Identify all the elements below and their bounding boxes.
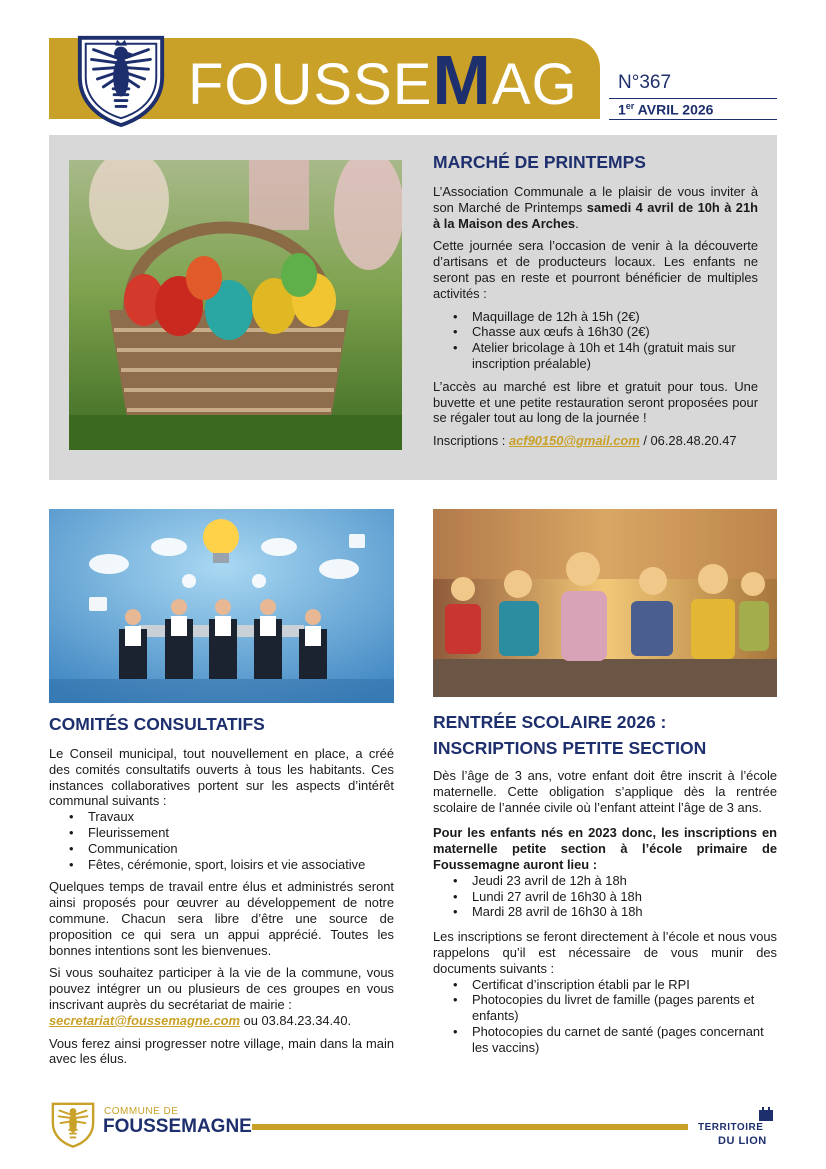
easter-basket-photo: [69, 160, 402, 450]
lion-tower-icon: [758, 1107, 774, 1121]
list-item: • Atelier bricolage à 10h et 14h (gratuit mais sur inscription préalable): [433, 340, 758, 372]
meeting-illustration: [49, 509, 394, 703]
footer-commune-label: COMMUNE DE: [104, 1106, 179, 1117]
issue-divider: [609, 98, 777, 99]
rentree-documents-list: [433, 977, 777, 1056]
list-item: • Communication: [49, 841, 394, 857]
list-item: • Mardi 28 avril de 16h30 à 18h: [433, 904, 777, 920]
comites-paragraph: Quelques temps de travail entre élus et administrés seront ainsi proposés pour œuvrer au développement de notre commune. Chacun sera libre d’être une source de proposition ce qui sera un appui apprécié. Toutes les bonnes intentions sont les bienvenues.: [49, 879, 394, 958]
list-item: • Lundi 27 avril de 16h30 à 18h: [433, 889, 777, 905]
eagle-crest-icon: [72, 30, 170, 128]
marche-inscriptions: Inscriptions : acf90150@gmail.com / 06.28.48.20.47: [433, 433, 737, 449]
rentree-dates-list: [433, 873, 777, 920]
footer-bar: [252, 1124, 688, 1130]
list-item: • Jeudi 23 avril de 12h à 18h: [433, 873, 777, 889]
comites-email-link[interactable]: secretariat@foussemagne.com: [49, 1012, 240, 1028]
list-item: • Photocopies du livret de famille (pages parents et enfants): [433, 992, 777, 1024]
issue-date: 1er AVRIL 2026: [618, 101, 714, 118]
comites-topics-list: [49, 809, 394, 872]
marche-paragraph: L’accès au marché est libre et gratuit pour tous. Une buvette et une petite restauration seront proposées pour se régaler tout au long de la journée !: [433, 378, 758, 426]
comites-paragraph: Le Conseil municipal, tout nouvellement en place, a créé des comités consultatifs ouverts à tous les habitants. Ces instances collaboratives portent sur les aspects d’intérêt communal suivants :: [49, 746, 394, 809]
marche-paragraph: Cette journée sera l’occasion de venir à la découverte d’artisans et de producteurs locaux. Les enfants ne seront pas en reste et pourront bénéficier de multiples activités :: [433, 238, 758, 301]
rentree-paragraph-bold: Pour les enfants nés en 2023 donc, les inscriptions en maternelle petite section à l’école primaire de Foussemagne auront lieu :: [433, 825, 777, 872]
list-item: • Photocopies du carnet de santé (pages concernant les vaccins): [433, 1024, 777, 1056]
rentree-body: [433, 768, 777, 1063]
list-item: • Maquillage de 12h à 15h (2€): [433, 309, 758, 325]
rentree-title: RENTRÉE SCOLAIRE 2026 : INSCRIPTIONS PETITE SECTION: [433, 712, 707, 758]
footer-du-lion: DU LION: [718, 1135, 767, 1147]
footer-territoire: TERRITOIRE: [698, 1122, 764, 1133]
comites-paragraph: Vous ferez ainsi progresser notre village, main dans la main avec les élus.: [49, 1035, 394, 1067]
eagle-crest-icon: [49, 1100, 97, 1148]
issue-number: N°367: [618, 72, 672, 93]
issue-divider: [609, 119, 777, 120]
marche-intro: L’Association Communale a le plaisir de vous inviter à son Marché de Printemps samedi 4 avril de 10h à 21h à la Maison des Arches.: [433, 184, 758, 231]
rentree-paragraph: Dès l’âge de 3 ans, votre enfant doit être inscrit à l’école maternelle. Cette obligation s’applique dès la rentrée scolaire de l’année civile où l’enfant atteint l’âge de 3 ans.: [433, 768, 777, 815]
marche-title: MARCHÉ DE PRINTEMPS: [433, 152, 646, 172]
marche-body: [433, 184, 758, 456]
marche-activities-list: [433, 309, 758, 372]
list-item: • Travaux: [49, 809, 394, 825]
footer-commune-name: FOUSSEMAGNE: [103, 1116, 252, 1137]
comites-title: COMITÉS CONSULTATIFS: [49, 714, 265, 734]
comites-body: [49, 746, 394, 1074]
list-item: • Fêtes, cérémonie, sport, loisirs et vie associative: [49, 857, 394, 873]
list-item: • Certificat d’inscription établi par le RPI: [433, 977, 777, 993]
list-item: • Fleurissement: [49, 825, 394, 841]
magazine-title: FOUSSEMAG: [188, 41, 578, 119]
marche-email-link[interactable]: acf90150@gmail.com: [508, 433, 640, 449]
rentree-paragraph: Les inscriptions se feront directement à l’école et nous vous rappelons qu’il est nécessaire de vous munir des documents suivants :: [433, 929, 777, 976]
comites-paragraph: Si vous souhaitez participer à la vie de la commune, vous pouvez intégrer un ou plusieurs de ces groupes en vous inscrivant auprès du secrétariat de mairie : secretariat@foussemagne.com ou 03.84.23.34.40.: [49, 965, 394, 1028]
children-backpacks-photo: [433, 509, 777, 697]
list-item: • Chasse aux œufs à 16h30 (2€): [433, 324, 758, 340]
